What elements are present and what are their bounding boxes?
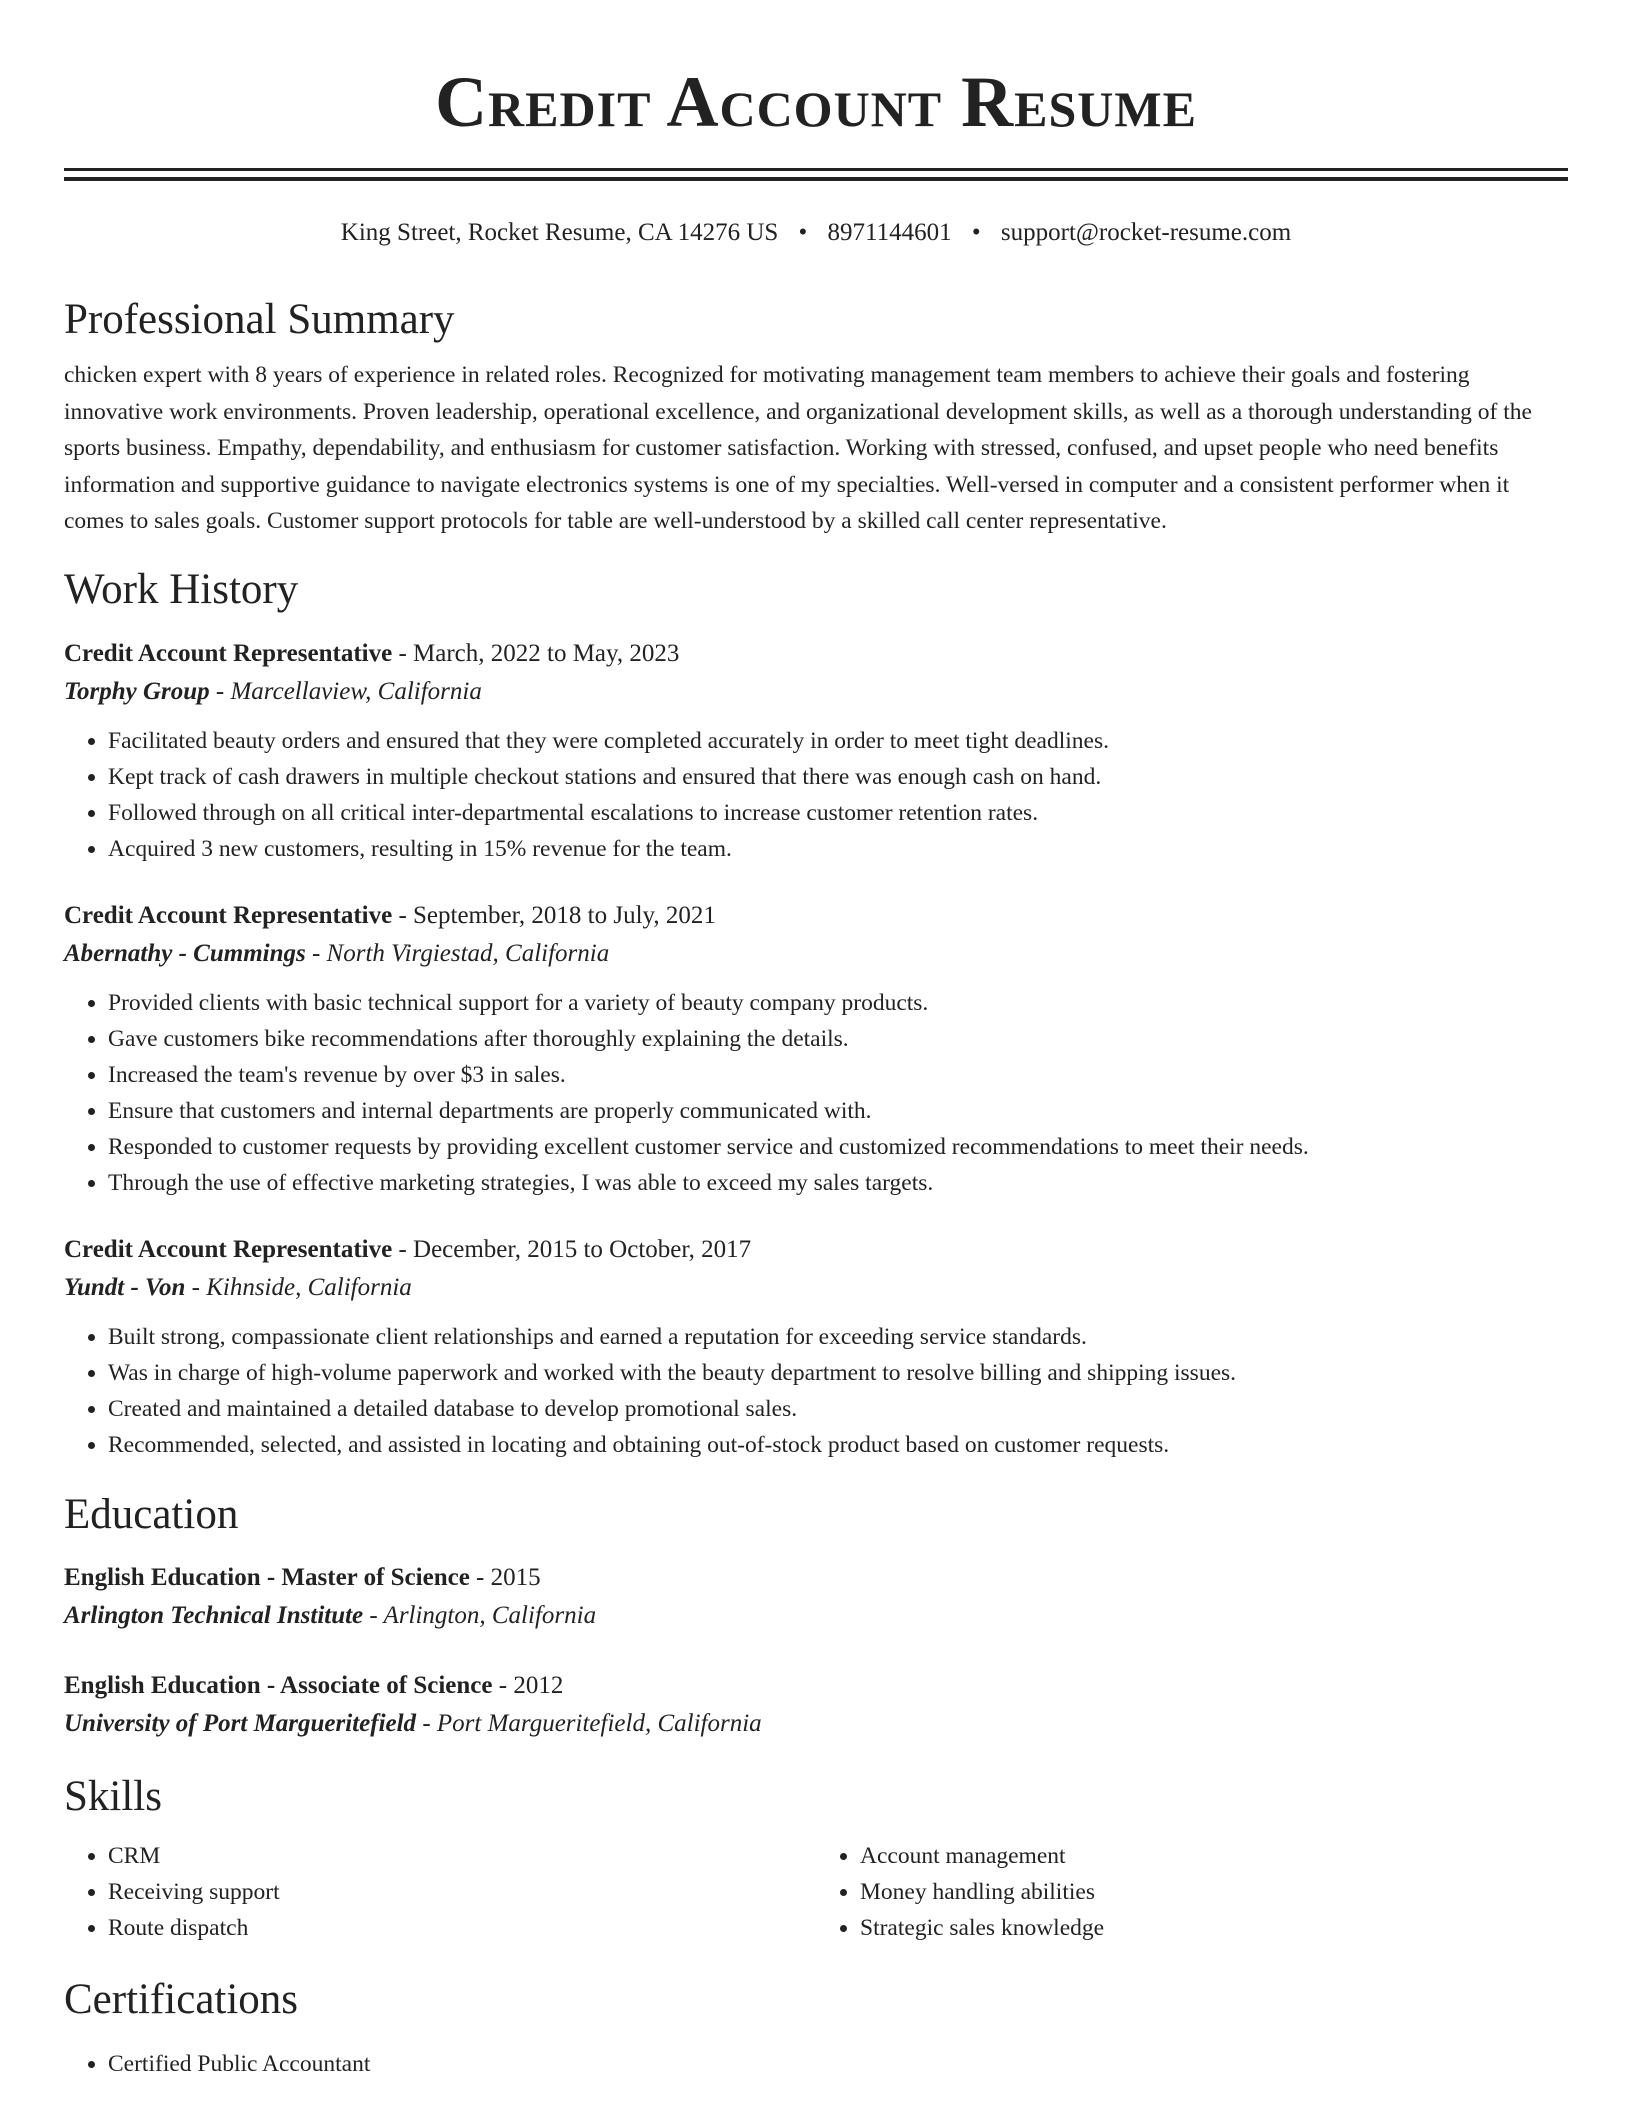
job-title-line xyxy=(64,1231,1568,1269)
job-company-line xyxy=(64,935,1568,973)
contact-phone: 8971144601 xyxy=(827,219,952,246)
list-item: • Gave customers bike recommendations after thoroughly explaining the details. xyxy=(108,1021,1568,1057)
job-entry xyxy=(64,1231,1568,1463)
contact-email: support@rocket-resume.com xyxy=(1000,219,1292,246)
list-item: • Increased the team's revenue by over $3 in sales. xyxy=(108,1057,1568,1093)
education-entry xyxy=(64,1667,1568,1743)
summary-heading: Professional Summary xyxy=(64,295,455,343)
education-entry xyxy=(64,1559,1568,1635)
job-dates: - December, 2015 to October, 2017 xyxy=(392,1236,752,1264)
degree-line xyxy=(64,1667,1568,1705)
degree-line xyxy=(64,1559,1568,1597)
certification-item: • Certified Public Accountant xyxy=(108,2046,1568,2082)
list-item: • Provided clients with basic technical support for a variety of beauty company products. xyxy=(108,985,1568,1021)
job-title-line xyxy=(64,897,1568,935)
list-item: • Created and maintained a detailed database to develop promotional sales. xyxy=(108,1391,1568,1427)
job-bullets xyxy=(64,985,1568,1201)
resume-title: Credit Account Resume xyxy=(435,62,1197,142)
degree-year: - 2015 xyxy=(469,1563,541,1591)
skills-heading: Skills xyxy=(64,1772,162,1820)
job-location: - North Virgiestad, California xyxy=(305,940,610,968)
job-company: Yundt - Von xyxy=(64,1274,186,1302)
job-company: Torphy Group xyxy=(64,678,210,706)
skills-list xyxy=(64,1838,1568,1946)
list-item: • Built strong, compassionate client relationships and earned a reputation for exceeding service standards. xyxy=(108,1319,1568,1355)
work-history-heading: Work History xyxy=(64,565,299,613)
job-title-line xyxy=(64,635,1568,673)
skill-item: • Money handling abilities xyxy=(860,1874,1568,1910)
job-entry xyxy=(64,635,1568,867)
summary-text: chicken expert with 8 years of experience in related roles. Recognized for motivating management team members to achieve their goals and fostering innovative work environments. Proven leadership, operational excellence, and organizational development skills, as well as a thorough understanding of the sports business. Empathy, dependability, and enthusiasm for customer satisfaction. Working with stressed, confused, and upset people who need benefits information and supportive guidance to navigate electronics systems is one of my specialties. Well-versed in computer and a consistent performer when it comes to sales goals. Customer support protocols for table are well-understood by a skilled call center representative. xyxy=(64,362,1532,535)
school: University of Port Margueritefield xyxy=(64,1709,417,1737)
list-item: • Acquired 3 new customers, resulting in 15% revenue for the team. xyxy=(108,831,1568,867)
job-title: Credit Account Representative xyxy=(64,1236,393,1264)
skill-item: • Receiving support xyxy=(108,1874,816,1910)
skills-column-left xyxy=(64,1838,816,1946)
list-item: • Was in charge of high-volume paperwork and worked with the beauty department to resolve billing and shipping issues. xyxy=(108,1355,1568,1391)
skill-item: • Route dispatch xyxy=(108,1910,816,1946)
job-dates: - September, 2018 to July, 2021 xyxy=(392,902,716,930)
degree-year: - 2012 xyxy=(492,1671,564,1699)
job-title: Credit Account Representative xyxy=(64,640,393,668)
school-line xyxy=(64,1705,1568,1743)
list-item: • Followed through on all critical inter-departmental escalations to increase customer retention rates. xyxy=(108,795,1568,831)
list-item: • Facilitated beauty orders and ensured that they were completed accurately in order to meet tight deadlines. xyxy=(108,723,1568,759)
job-location: - Marcellaview, California xyxy=(209,678,482,706)
job-title: Credit Account Representative xyxy=(64,902,393,930)
title-divider xyxy=(64,168,1568,181)
contact-line xyxy=(64,217,1568,250)
job-bullets xyxy=(64,1319,1568,1463)
education-heading: Education xyxy=(64,1491,239,1539)
skills-column-right xyxy=(816,1838,1568,1946)
list-item: • Recommended, selected, and assisted in locating and obtaining out-of-stock product based on customer requests. xyxy=(108,1427,1568,1463)
school: Arlington Technical Institute xyxy=(64,1601,364,1629)
job-company-line xyxy=(64,673,1568,711)
school-location: - Port Margueritefield, California xyxy=(416,1709,762,1737)
job-dates: - March, 2022 to May, 2023 xyxy=(392,640,680,668)
job-location: - Kihnside, California xyxy=(185,1274,412,1302)
skill-item: • Account management xyxy=(860,1838,1568,1874)
list-item: • Through the use of effective marketing strategies, I was able to exceed my sales targets. xyxy=(108,1165,1568,1201)
skill-item: • CRM xyxy=(108,1838,816,1874)
job-company: Abernathy - Cummings xyxy=(64,940,306,968)
contact-address: King Street, Rocket Resume, CA 14276 US xyxy=(340,219,779,246)
list-item: • Ensure that customers and internal departments are properly communicated with. xyxy=(108,1093,1568,1129)
job-company-line xyxy=(64,1269,1568,1307)
school-line xyxy=(64,1597,1568,1635)
skill-item: • Strategic sales knowledge xyxy=(860,1910,1568,1946)
list-item: • Responded to customer requests by providing excellent customer service and customized recommendations to meet their needs. xyxy=(108,1129,1568,1165)
job-bullets xyxy=(64,723,1568,867)
contact-separator: • xyxy=(798,219,808,246)
degree: English Education - Associate of Science xyxy=(64,1671,493,1699)
list-item: • Kept track of cash drawers in multiple checkout stations and ensured that there was enough cash on hand. xyxy=(108,759,1568,795)
certifications-heading: Certifications xyxy=(64,1976,299,2024)
job-entry xyxy=(64,897,1568,1201)
degree: English Education - Master of Science xyxy=(64,1563,470,1591)
contact-separator: • xyxy=(971,219,981,246)
certifications-list xyxy=(64,2046,1568,2082)
school-location: - Arlington, California xyxy=(363,1601,597,1629)
